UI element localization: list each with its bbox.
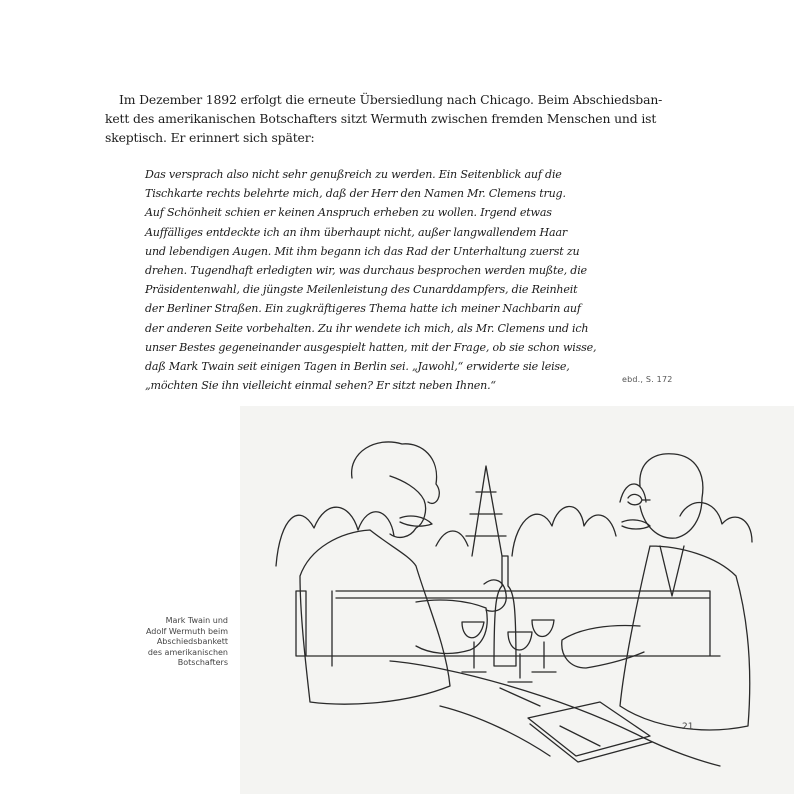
caption-line: Mark Twain und (165, 616, 228, 625)
quote-line: drehen. Tugendhaft erledigten wir, was durchaus besprochen werden mußte, die (145, 264, 587, 278)
quote-line: „möchten Sie ihn vielleicht einmal sehen? Er sitzt neben Ihnen.“ (145, 379, 496, 393)
quote-line: und lebendigen Augen. Mit ihm begann ich das Rad der Unterhaltung zuerst zu (145, 244, 580, 258)
illustration-caption (100, 616, 228, 669)
quote-line: Auffälliges entdeckte ich an ihm überhaupt nicht, außer langwallendem Haar (145, 225, 567, 239)
quote-line: Auf Schönheit schien er keinen Anspruch erheben zu wollen. Irgend etwas (145, 206, 552, 220)
quote-line: Tischkarte rechts belehrte mich, daß der Herr den Namen Mr. Clemens trug. (145, 187, 566, 201)
banquet-illustration (240, 406, 794, 794)
quote-line: Das versprach also nicht sehr genußreich zu werden. Ein Seitenblick auf die (145, 168, 562, 181)
quote-line: der anderen Seite vorbehalten. Zu ihr wendete ich mich, als Mr. Clemens und ich (145, 321, 589, 335)
caption-line: des amerikanischen (147, 647, 228, 657)
body-line: skeptisch. Er erinnert sich später: (105, 130, 315, 145)
block-quote (145, 165, 597, 395)
body-paragraph (105, 90, 663, 147)
quote-line: der Berliner Straßen. Ein zugkräftigeres Thema hatte ich meiner Nachbarin auf (145, 302, 581, 316)
caption-line: Abschiedsbankett (156, 637, 228, 646)
quote-source: ebd., S. 172 (622, 375, 673, 384)
body-line: Im Dezember 1892 erfolgt die erneute Übersiedlung nach Chicago. Beim Abschiedsban- (119, 92, 663, 107)
caption-line: Botschafters (177, 658, 228, 667)
quote-line: Präsidentenwahl, die jüngste Meilenleistung des Cunarddampfers, die Reinheit (145, 283, 578, 297)
quote-line: daß Mark Twain seit einigen Tagen in Berlin sei. „Jawohl,“ erwiderte sie leise, (145, 360, 570, 374)
caption-line: Adolf Wermuth beim (145, 626, 228, 636)
body-line: kett des amerikanischen Botschafters sitzt Wermuth zwischen fremden Menschen und ist (105, 111, 657, 126)
page-number: 21 (682, 722, 694, 732)
quote-line: unser Bestes gegeneinander ausgespielt hatten, mit der Frage, ob sie schon wisse, (145, 340, 597, 354)
